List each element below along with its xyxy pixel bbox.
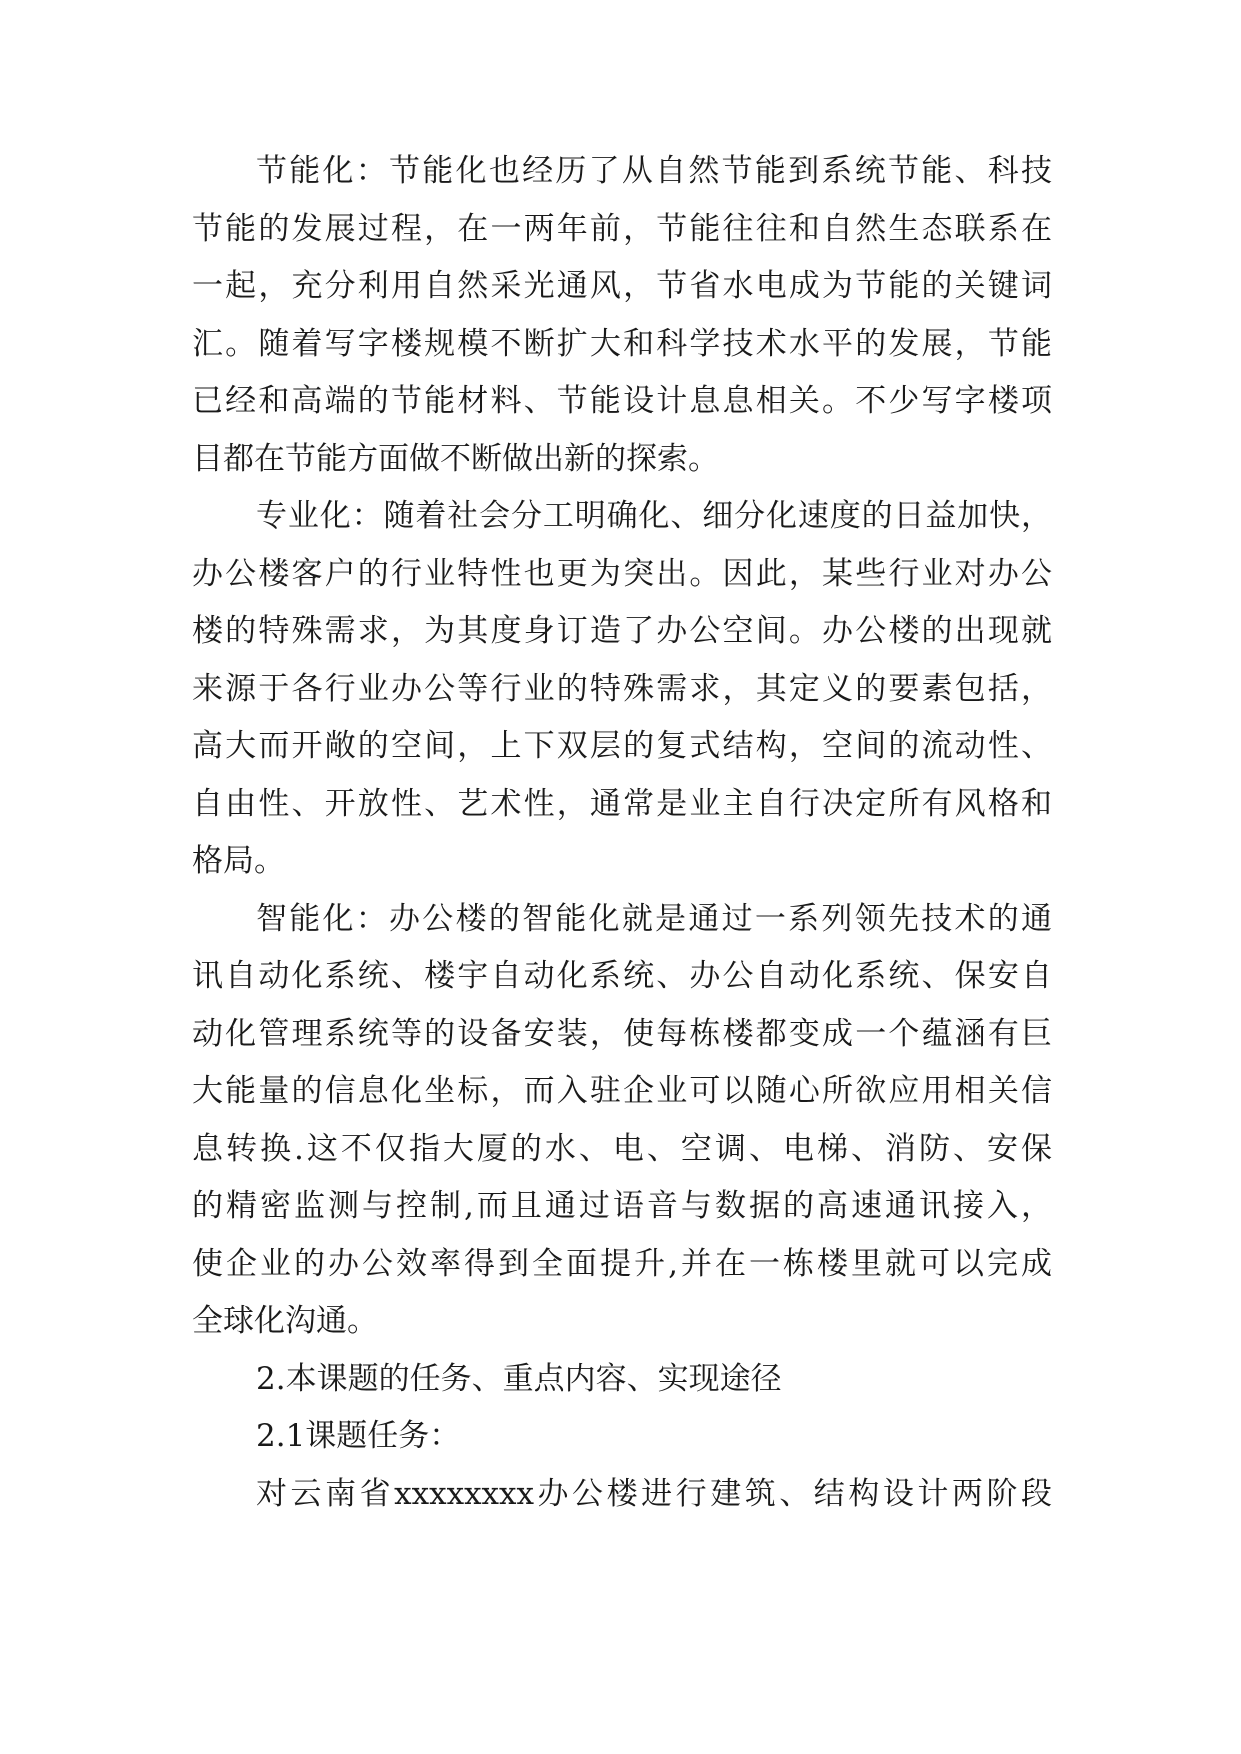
paragraph-specialization-line-6: 自由性、开放性、艺术性，通常是业主自行决定所有风格和 (192, 786, 1052, 822)
paragraph-specialization-line-1: 专业化：随着社会分工明确化、细分化速度的日益加快， (256, 498, 1052, 534)
paragraph-energy-line-5: 已经和高端的节能材料、节能设计息息相关。不少写字楼项 (192, 383, 1052, 419)
paragraph-intelligence-line-4: 大能量的信息化坐标，而入驻企业可以随心所欲应用相关信 (192, 1073, 1052, 1109)
paragraph-intelligence-line-1: 智能化：办公楼的智能化就是通过一系列领先技术的通 (256, 901, 1052, 937)
paragraph-energy-line-4: 汇。随着写字楼规模不断扩大和科学技术水平的发展，节能 (192, 326, 1052, 362)
paragraph-specialization-line-5: 高大而开敞的空间，上下双层的复式结构，空间的流动性、 (192, 728, 1052, 764)
paragraph-specialization-line-4: 来源于各行业办公等行业的特殊需求，其定义的要素包括， (192, 671, 1052, 707)
paragraph-intelligence-line-7: 使企业的办公效率得到全面提升,并在一栋楼里就可以完成 (192, 1246, 1052, 1282)
paragraph-intelligence-line-5: 息转换.这不仅指大厦的水、电、空调、电梯、消防、安保 (192, 1131, 1052, 1167)
paragraph-intelligence-line-3: 动化管理系统等的设备安装，使每栋楼都变成一个蕴涵有巨 (192, 1016, 1052, 1052)
paragraph-intelligence-line-8: 全球化沟通。 (192, 1303, 378, 1339)
paragraph-intelligence-line-2: 讯自动化系统、楼宇自动化系统、办公自动化系统、保安自 (192, 958, 1052, 994)
paragraph-task-line-1: 对云南省xxxxxxxx办公楼进行建筑、结构设计两阶段 (256, 1476, 1052, 1512)
paragraph-specialization-line-2: 办公楼客户的行业特性也更为突出。因此，某些行业对办公 (192, 556, 1052, 592)
section-heading-2: 2.本课题的任务、重点内容、实现途径 (256, 1361, 782, 1397)
paragraph-specialization-line-3: 楼的特殊需求，为其度身订造了办公空间。办公楼的出现就 (192, 613, 1052, 649)
paragraph-energy-line-2: 节能的发展过程，在一两年前，节能往往和自然生态联系在 (192, 211, 1052, 247)
section-heading-2-1: 2.1课题任务： (256, 1418, 461, 1454)
paragraph-energy-line-3: 一起，充分利用自然采光通风，节省水电成为节能的关键词 (192, 268, 1052, 304)
paragraph-intelligence-line-6: 的精密监测与控制,而且通过语音与数据的高速通讯接入， (192, 1188, 1052, 1224)
paragraph-energy-line-6: 目都在节能方面做不断做出新的探索。 (192, 441, 719, 477)
paragraph-energy-line-1: 节能化：节能化也经历了从自然节能到系统节能、科技 (256, 153, 1052, 189)
paragraph-specialization-line-7: 格局。 (192, 843, 285, 879)
